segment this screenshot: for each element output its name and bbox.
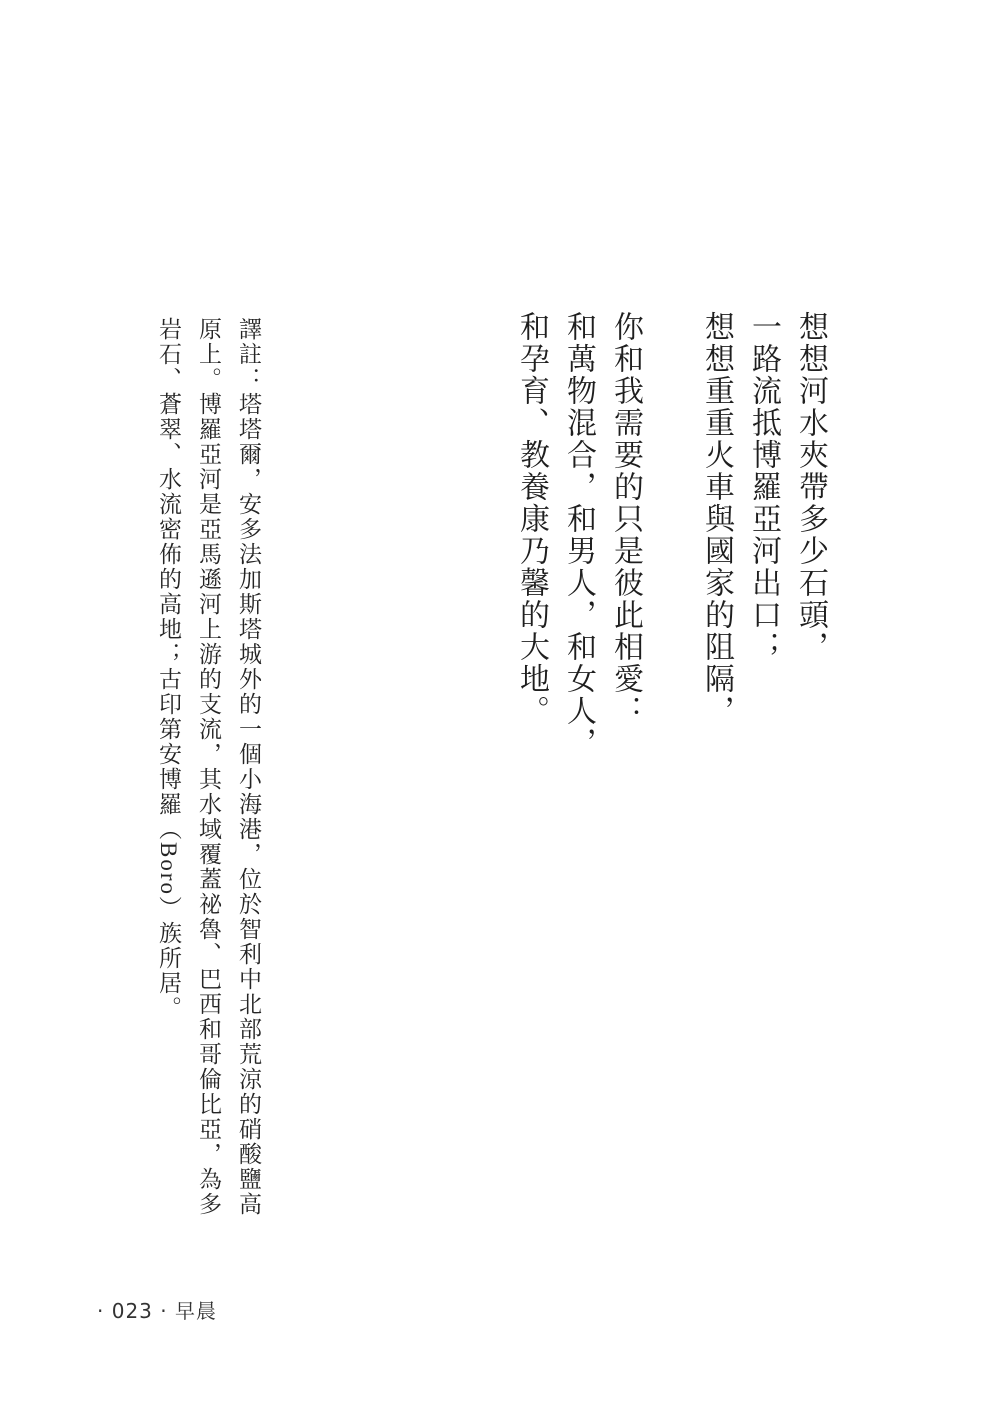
poem-line: 想想河水夾帶多少石頭， <box>794 311 827 663</box>
poem-line: 你和我需要的只是彼此相愛： <box>609 311 642 727</box>
poem-stanza-1 <box>693 311 834 759</box>
poem-block <box>508 311 834 759</box>
poem-stanza-2 <box>508 311 649 759</box>
poem-line: 一路流抵博羅亞河出口； <box>747 311 780 663</box>
poem-line: 和萬物混合，和男人，和女人， <box>562 311 595 759</box>
translator-note-line: 譯註：塔塔爾，安多法加斯塔城外的一個小海港，位於智利中北部荒涼的硝酸鹽高 <box>236 317 261 1217</box>
poem-line: 和孕育、教養康乃馨的大地。 <box>515 311 548 727</box>
translator-note-line: 原上。博羅亞河是亞馬遜河上游的支流，其水域覆蓋祕魯、巴西和哥倫比亞，為多 <box>196 317 221 1217</box>
translator-note <box>148 317 268 1217</box>
page-footer <box>97 1295 217 1324</box>
footer-text: · 023 · 早晨 <box>97 1299 217 1323</box>
poem-line: 想想重重火車與國家的阻隔， <box>700 311 733 727</box>
translator-note-line: 岩石、蒼翠、水流密佈的高地；古印第安博羅（Boro）族所居。 <box>156 317 181 1021</box>
